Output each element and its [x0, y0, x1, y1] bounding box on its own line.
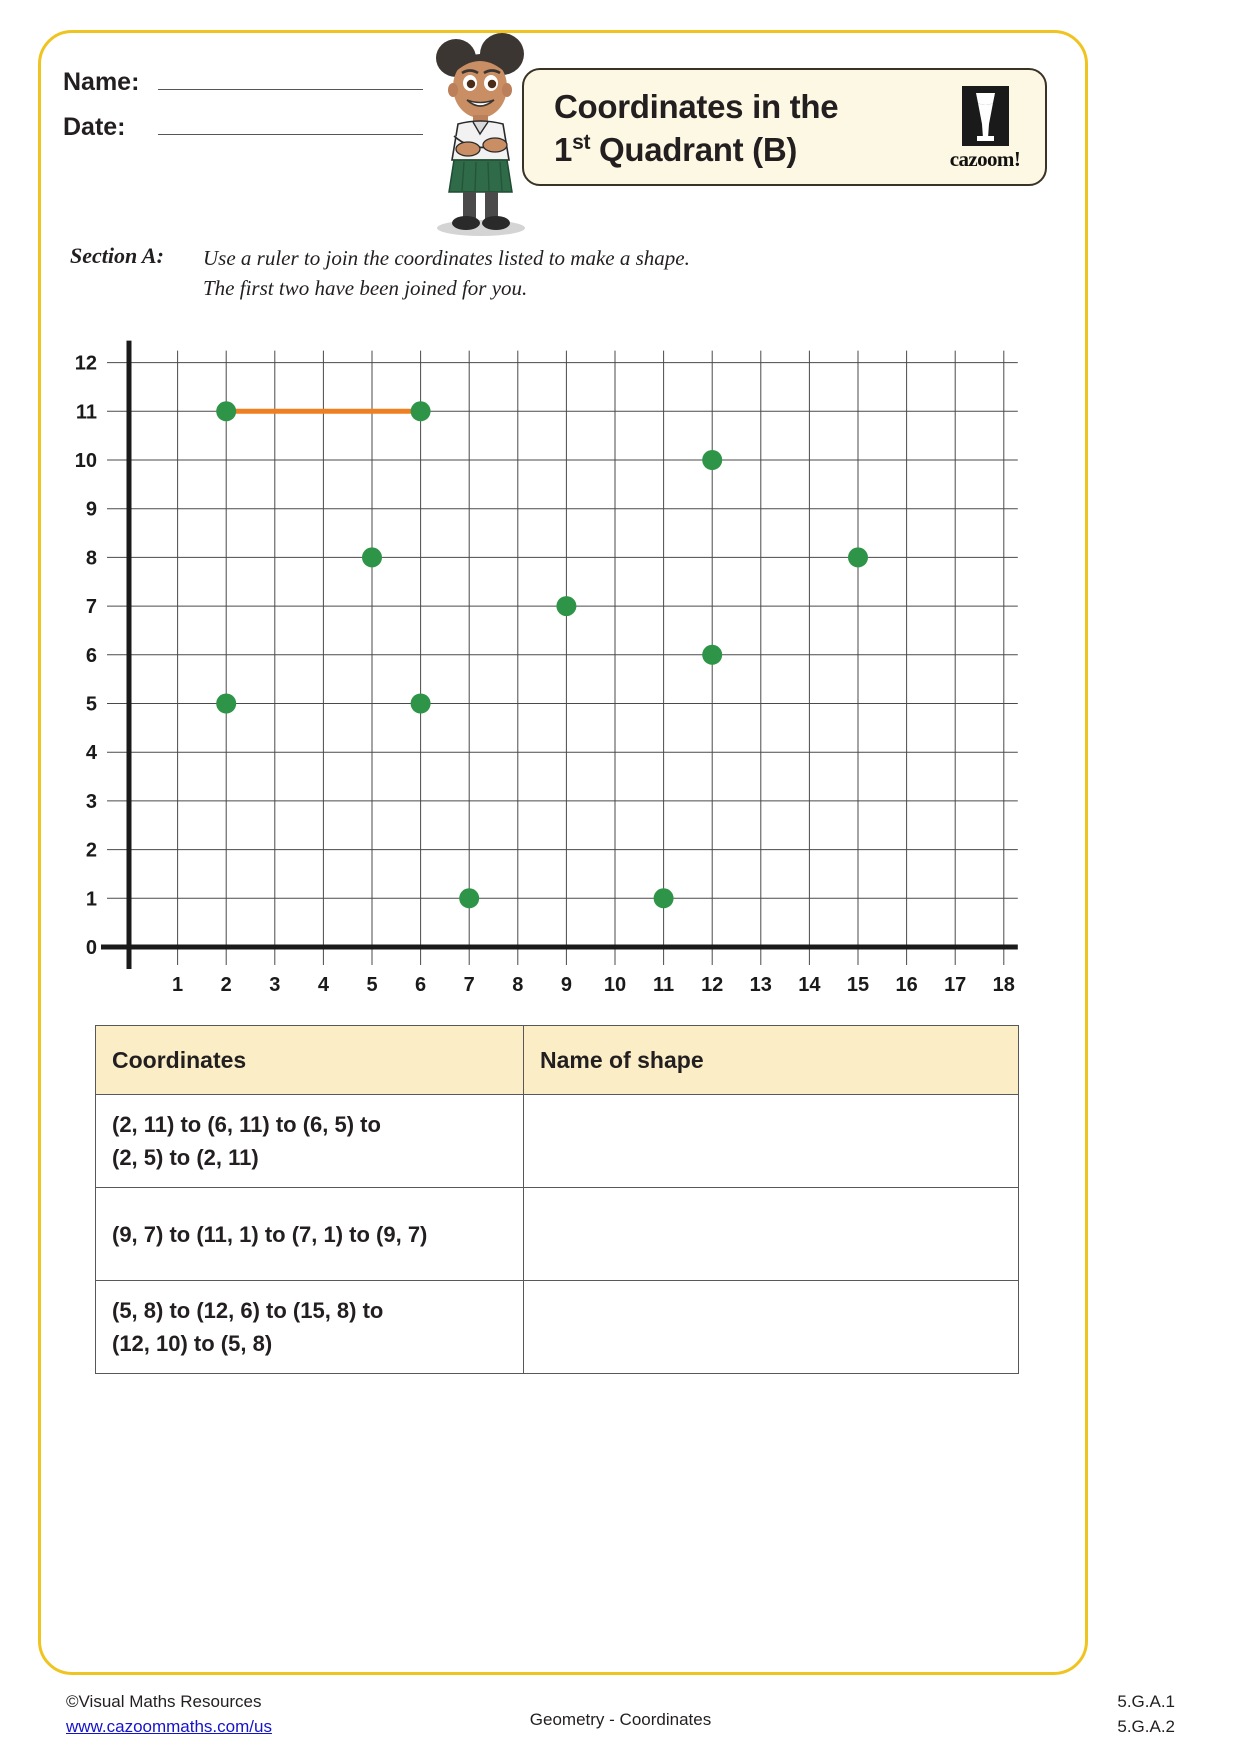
x-tick-label: 8: [512, 974, 524, 995]
name-row: [63, 68, 423, 97]
y-tick-label: 1: [85, 888, 97, 911]
x-tick-label: 3: [269, 974, 281, 995]
y-tick-label: 12: [74, 352, 97, 375]
cell-coordinates: [96, 1188, 524, 1281]
plotted-point: [216, 694, 236, 714]
y-tick-label: 4: [85, 742, 97, 765]
x-tick-label: 18: [992, 974, 1015, 995]
plotted-point: [702, 450, 722, 470]
cell-name-of-shape-answer[interactable]: [524, 1095, 1019, 1188]
instruction-line-2: The first two have been joined for you.: [203, 276, 528, 301]
x-tick-label: 16: [895, 974, 918, 995]
cell-coordinates: [96, 1281, 524, 1374]
x-tick-label: 6: [415, 974, 427, 995]
table-row: [96, 1188, 1019, 1281]
y-tick-label: 2: [85, 839, 97, 862]
x-tick-label: 7: [463, 974, 475, 995]
date-label: Date:: [63, 113, 126, 141]
x-tick-label: 13: [749, 974, 772, 995]
x-tick-label: 17: [944, 974, 967, 995]
x-tick-label: 9: [560, 974, 572, 995]
title-line-2-rest: Quadrant (B): [590, 130, 798, 168]
x-tick-label: 5: [366, 974, 378, 995]
cazoom-website-link[interactable]: www.cazoommaths.com/us: [66, 1716, 272, 1736]
page-footer: [0, 1690, 1241, 1754]
x-tick-label: 4: [317, 974, 329, 995]
instruction-line-1: Use a ruler to join the coordinates listed to make a shape.: [203, 246, 690, 270]
coordinates-table: [95, 1025, 1019, 1374]
plotted-point: [848, 547, 868, 567]
x-tick-label: 14: [798, 974, 821, 995]
date-row: [63, 113, 423, 142]
coordinate-grid: [66, 330, 1026, 995]
worksheet-header: [38, 30, 1088, 220]
name-date-block: [63, 68, 423, 158]
x-tick-label: 10: [603, 974, 627, 995]
date-input-line[interactable]: [158, 114, 423, 135]
name-label: Name:: [63, 68, 140, 96]
y-tick-label: 0: [85, 937, 97, 959]
table-row: [96, 1095, 1019, 1188]
page-title: [554, 86, 924, 172]
header-name-of-shape: Name of shape: [524, 1026, 1019, 1095]
y-tick-label: 10: [74, 450, 97, 472]
worksheet-title-box: [522, 68, 1047, 186]
plotted-point: [411, 694, 431, 714]
section-a-label: Section A:: [70, 243, 164, 268]
table-header-row: [96, 1026, 1019, 1095]
x-tick-label: 1: [172, 974, 184, 995]
standard-code-2: 5.G.A.2: [1117, 1716, 1175, 1736]
title-ordinal-suffix: st: [572, 130, 591, 154]
x-tick-label: 15: [846, 974, 870, 995]
cazoom-wordmark: cazoom!: [949, 147, 1021, 171]
coordinates-line-1: (5, 8) to (12, 6) to (15, 8) to: [112, 1298, 384, 1323]
copyright-text: ©Visual Maths Resources: [66, 1692, 262, 1711]
header-coordinates: Coordinates: [96, 1026, 524, 1095]
cell-coordinates: [96, 1095, 524, 1188]
footer-standards: [1117, 1690, 1175, 1739]
section-a: [70, 243, 1020, 304]
footer-topic: Geometry - Coordinates: [529, 1710, 712, 1729]
plotted-point: [702, 645, 722, 665]
plotted-point: [216, 401, 236, 421]
y-tick-label: 3: [85, 790, 97, 813]
plotted-point: [459, 888, 479, 908]
y-tick-label: 7: [85, 596, 97, 619]
y-tick-label: 9: [85, 498, 97, 521]
table-row: [96, 1281, 1019, 1374]
cazoom-drum-icon: [962, 86, 1009, 146]
y-tick-label: 11: [75, 401, 97, 424]
title-line-1: Coordinates in the: [554, 88, 839, 125]
plotted-point: [362, 547, 382, 567]
cell-name-of-shape-answer[interactable]: [524, 1281, 1019, 1374]
x-tick-label: 12: [701, 974, 724, 995]
section-a-instruction: [203, 243, 690, 304]
coordinates-line-1: (2, 11) to (6, 11) to (6, 5) to: [112, 1112, 381, 1137]
coordinates-line-1: (9, 7) to (11, 1) to (7, 1) to (9, 7): [112, 1221, 428, 1247]
plotted-point: [654, 888, 674, 908]
cell-name-of-shape-answer[interactable]: [524, 1188, 1019, 1281]
x-tick-label: 2: [220, 974, 232, 995]
cazoom-logo: [943, 86, 1027, 172]
title-line-2-number: 1: [554, 130, 573, 168]
y-tick-label: 6: [85, 644, 97, 667]
x-tick-label: 11: [653, 974, 675, 995]
name-input-line[interactable]: [158, 69, 423, 90]
y-tick-label: 8: [85, 547, 97, 570]
y-tick-label: 5: [85, 693, 97, 716]
coordinates-line-2: (2, 5) to (2, 11): [112, 1145, 259, 1170]
plotted-point: [556, 596, 576, 616]
standard-code-1: 5.G.A.1: [1117, 1692, 1175, 1711]
plotted-point: [411, 401, 431, 421]
coordinate-grid-svg: [66, 330, 1026, 995]
coordinates-line-2: (12, 10) to (5, 8): [112, 1331, 273, 1356]
